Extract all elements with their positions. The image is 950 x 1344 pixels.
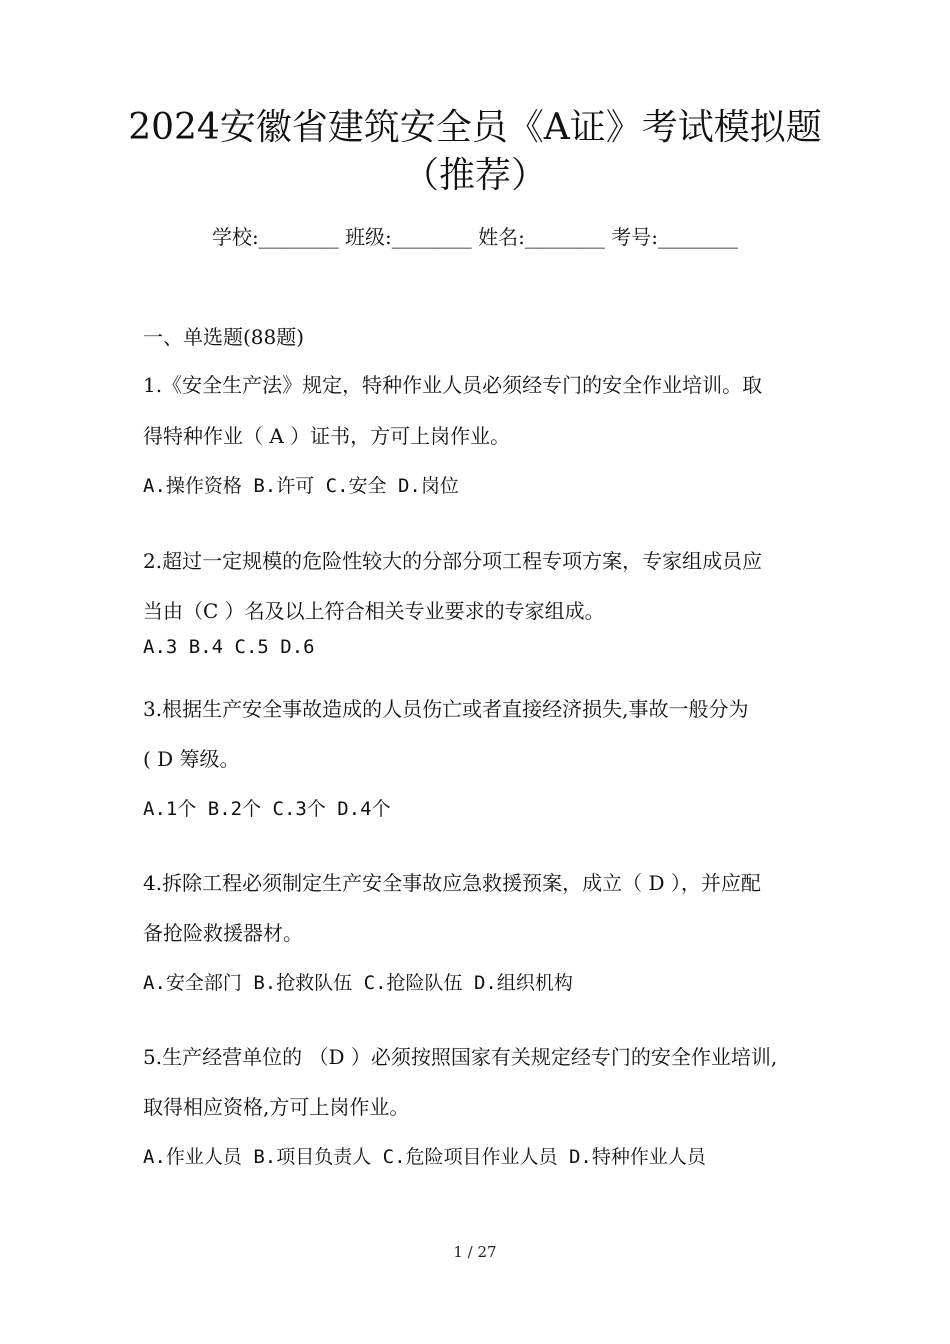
question-5-line-1: 5.生产经营单位的 （D ）必须按照国家有关规定经专门的安全作业培训, [143,1045,778,1069]
question-2-line-2: 当由（C ）名及以上符合相关专业要求的专家组成。 [143,599,605,623]
question-3-options: A.1个 B.2个 C.3个 D.4个 [143,798,391,820]
question-1-line-1: 1.《安全生产法》规定，特种作业人员必须经专门的安全作业培训。取 [143,373,763,397]
question-5-line-2: 取得相应资格,方可上岗作业。 [143,1095,410,1119]
question-2-options: A.3 B.4 C.5 D.6 [143,636,315,658]
question-3-line-1: 3.根据生产安全事故造成的人员伤亡或者直接经济损失,事故一般分为 [143,697,749,721]
student-info-row [0,222,950,252]
question-4-line-2: 备抢险救援器材。 [143,921,303,945]
info-exam-number: 考号:________ [611,225,739,249]
question-3-line-2: ( D 筹级。 [143,747,240,771]
question-1-options: A.操作资格 B.许可 C.安全 D.岗位 [143,475,459,497]
document-subtitle: （推荐） [402,155,547,196]
question-1-line-2: 得特种作业（ A ）证书，方可上岗作业。 [143,424,511,448]
section-heading: 一、单选题(88题) [143,325,305,349]
question-2-line-1: 2.超过一定规模的危险性较大的分部分项工程专项方案，专家组成员应 [143,549,763,573]
info-school: 学校:________ [211,225,339,249]
info-name: 姓名:________ [478,225,605,249]
question-5-options: A.作业人员 B.项目负责人 C.危险项目作业人员 D.特种作业人员 [143,1146,706,1168]
info-class: 班级:________ [345,225,472,249]
page-number: 1 / 27 [453,1243,497,1261]
question-4-options: A.安全部门 B.抢救队伍 C.抢险队伍 D.组织机构 [143,972,573,994]
document-title: 2024安徽省建筑安全员《A证》考试模拟题 [128,107,822,148]
question-4-line-1: 4.拆除工程必须制定生产安全事故应急救援预案，成立（ D ），并应配 [143,871,761,895]
